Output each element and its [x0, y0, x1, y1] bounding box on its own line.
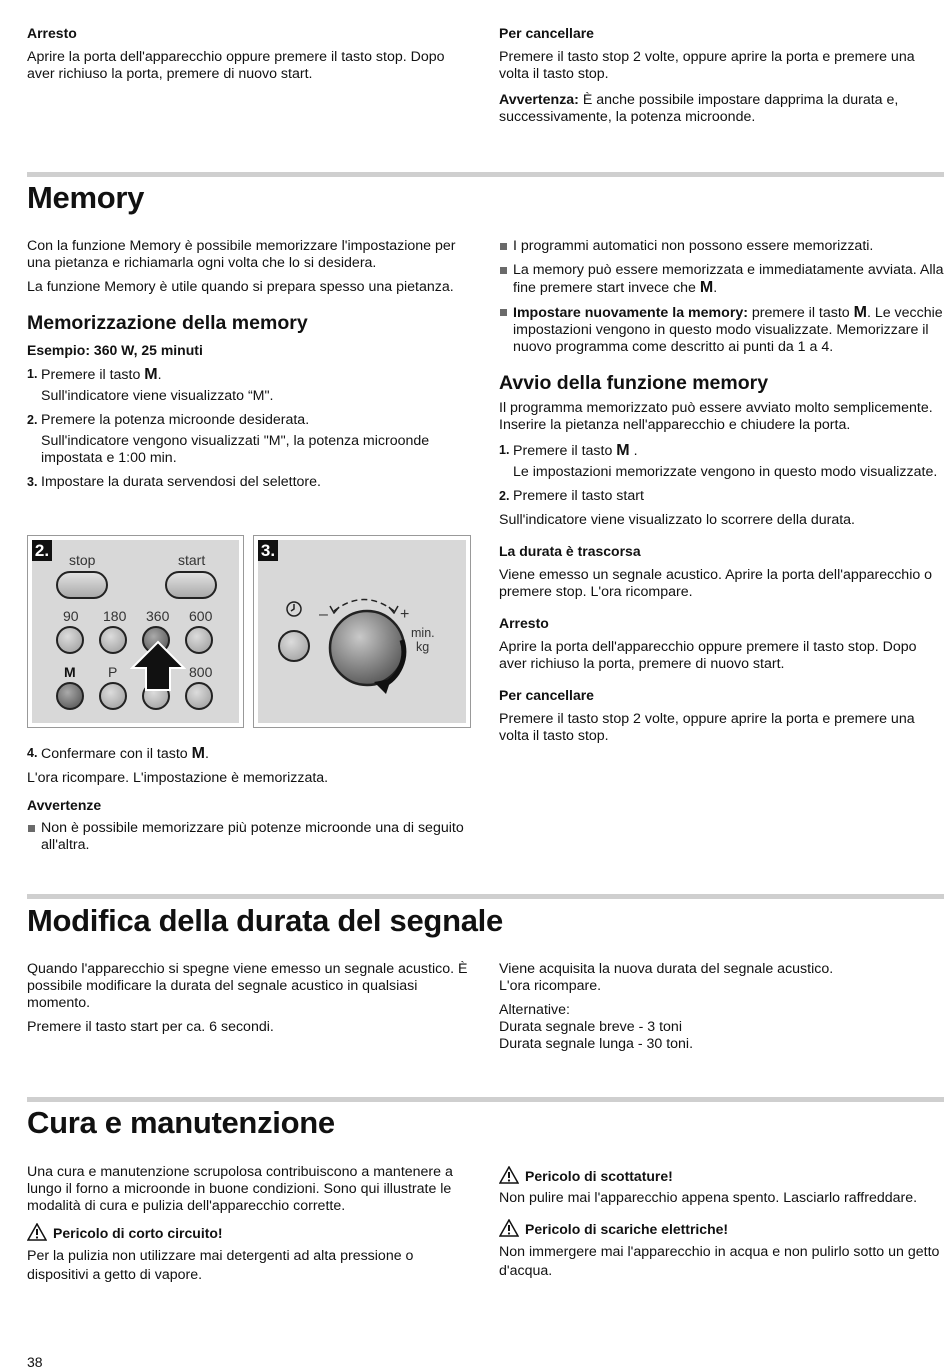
- power-800-button: [185, 682, 213, 710]
- example-label: Esempio: 360 W, 25 minuti: [27, 342, 203, 358]
- avvertenze-heading: Avvertenze: [27, 797, 102, 813]
- power-90-button: [56, 626, 84, 654]
- step-text: Premere il tasto: [41, 367, 145, 383]
- selector-figure: [253, 535, 471, 728]
- step-3: [27, 474, 472, 491]
- cura-title: Cura e manutenzione: [27, 1105, 335, 1140]
- warning-heading: Pericolo di corto circuito!: [53, 1225, 223, 1241]
- step-number: 1.: [27, 367, 38, 381]
- step-text-end: .: [157, 367, 162, 383]
- warning-icon: [499, 1219, 519, 1237]
- cura-intro: Una cura e manutenzione scrupolosa contribuiscono a mantenere a lungo il forno a microonde in buone condizioni. Sono qui illustrate le modalità di cura e pulizia dell'apparecchio corrette.: [27, 1164, 453, 1214]
- segnale-right: [499, 961, 944, 1053]
- clock-button: [278, 630, 310, 662]
- avvio-result: Sull'indicatore viene visualizzato lo scorrere della durata.: [499, 512, 856, 528]
- warning-scariche: [499, 1219, 944, 1238]
- step-4: [27, 745, 472, 763]
- page-number: 38: [27, 1354, 43, 1370]
- step-text: Premere il tasto: [513, 443, 617, 459]
- power-800-label: 800: [189, 664, 213, 680]
- avvio-step-1: [499, 442, 944, 481]
- cancellare-heading: Per cancellare: [499, 25, 594, 41]
- step-text: Impostare la durata servendosi del selettore.: [41, 474, 321, 490]
- segnale-right-2b: Durata segnale breve - 3 toni: [499, 1019, 682, 1035]
- segnale-left: [27, 961, 472, 1036]
- bullet-text: premere il tasto: [747, 305, 854, 321]
- section-rule: [27, 894, 944, 899]
- figure-number: 3.: [258, 540, 278, 561]
- top-right-block: [499, 25, 944, 126]
- section-rule: [27, 172, 944, 177]
- cancellare-text: Premere il tasto stop 2 volte, oppure aprire la porta e premere una volta il tasto stop.: [499, 49, 915, 82]
- power-360-label: 360: [146, 608, 170, 624]
- warning-scottature: [499, 1166, 944, 1185]
- avvertenza-text: È anche possibile impostare dapprima la durata e, successivamente, la potenza microonde.: [499, 92, 899, 125]
- arresto-text: Aprire la porta dell'apparecchio oppure premere il tasto stop. Dopo aver richiuso la porta, premere di nuovo start.: [499, 639, 917, 672]
- warning-text: Non immergere mai l'apparecchio in acqua e non pulirlo sotto un getto d'acqua.: [499, 1244, 940, 1279]
- rotary-selector-knob: [324, 606, 414, 696]
- plus-label: +: [400, 606, 410, 623]
- cancellare-text: Premere il tasto stop 2 volte, oppure aprire la porta e premere una volta il tasto stop.: [499, 711, 915, 744]
- step-text: Premere il tasto start: [513, 488, 644, 504]
- keypad-figure: [27, 535, 244, 728]
- bullet-text-end: . Le vecchie impostazioni vengono in questo modo visualizzate. Memorizzare il nuovo programma come descritto ai punti da 1 a 4.: [513, 305, 943, 355]
- program-p-button: [99, 682, 127, 710]
- power-90-label: 90: [63, 608, 79, 624]
- kg-label: kg: [416, 640, 430, 654]
- segnale-right-2c: Durata segnale lunga - 30 toni.: [499, 1036, 694, 1052]
- memory-note-bullet: I programmi automatici non possono essere memorizzati.: [499, 238, 944, 255]
- durata-heading: La durata è trascorsa: [499, 543, 641, 559]
- clock-icon: [285, 600, 303, 618]
- segnale-right-1a: Viene acquisita la nuova durata del segnale acustico.: [499, 961, 834, 977]
- cancellare-heading: Per cancellare: [499, 687, 594, 703]
- m-key-label: M: [144, 366, 158, 383]
- avvertenza-note: [499, 92, 944, 126]
- warning-text: Per la pulizia non utilizzare mai detergenti ad alta pressione o dispositivi a getto di vapore.: [27, 1248, 414, 1283]
- m-key-label: M: [191, 745, 205, 762]
- m-key-label: M: [64, 664, 76, 680]
- step-2: [27, 412, 472, 467]
- step-text-end: .: [204, 746, 209, 762]
- step-number: 1.: [499, 443, 510, 457]
- segnale-text-2: Premere il tasto start per ca. 6 secondi.: [27, 1019, 274, 1035]
- cura-left: [27, 1164, 472, 1285]
- m-key-label: M: [853, 304, 867, 321]
- p-key-label: P: [108, 664, 118, 680]
- memory-m-button: [56, 682, 84, 710]
- step-text: Premere la potenza microonde desiderata.: [41, 412, 310, 428]
- start-button: [165, 571, 217, 599]
- step-text: Confermare con il tasto: [41, 746, 192, 762]
- avvertenza-label: Avvertenza:: [499, 92, 579, 108]
- memory-note-bullet: [499, 262, 944, 297]
- memory-left-column: [27, 238, 472, 491]
- step-1: [27, 366, 472, 405]
- segnale-right-1b: L'ora ricompare.: [499, 978, 602, 994]
- avvio-step-2: [499, 488, 944, 505]
- step-2-result: Sull'indicatore vengono visualizzati "M", la potenza microonde impostata e 1:00 min.: [41, 433, 430, 466]
- top-left-block: [27, 25, 472, 83]
- memory-note-bullet: [499, 304, 944, 356]
- power-600-label: 600: [189, 608, 213, 624]
- warning-icon: [27, 1223, 47, 1241]
- step-4-result: L'ora ricompare. L'impostazione è memorizzata.: [27, 770, 329, 786]
- durata-text: Viene emesso un segnale acustico. Aprire la porta dell'apparecchio o premere stop. L'ora ricompare.: [499, 567, 933, 600]
- warning-icon: [499, 1166, 519, 1184]
- arresto-heading: Arresto: [499, 615, 549, 631]
- memory-intro-1: Con la funzione Memory è possibile memorizzare l'impostazione per una pietanza e richiamarla ogni volta che lo si desidera.: [27, 238, 456, 271]
- arresto-text: Aprire la porta dell'apparecchio oppure premere il tasto stop. Dopo aver richiuso la porta, premere di nuovo start.: [27, 49, 445, 82]
- bullet-text: La memory può essere memorizzata e immediatamente avviata. Alla fine premere start invece che: [513, 262, 944, 296]
- bullet-text-end: .: [713, 280, 718, 296]
- step-number: 4.: [27, 746, 38, 760]
- avvertenze-bullet: Non è possibile memorizzare più potenze microonde una di seguito all'altra.: [27, 820, 472, 854]
- memory-title: Memory: [27, 180, 145, 215]
- memory-intro-2: La funzione Memory è utile quando si prepara spesso una pietanza.: [27, 279, 454, 295]
- segnale-right-2a: Alternative:: [499, 1002, 570, 1018]
- step-number: 2.: [499, 489, 510, 503]
- warning-heading: Pericolo di scariche elettriche!: [525, 1221, 729, 1237]
- cura-right: [499, 1166, 944, 1281]
- minus-label: –: [319, 606, 328, 623]
- stop-button: [56, 571, 108, 599]
- segnale-title: Modifica della durata del segnale: [27, 903, 503, 938]
- section-rule: [27, 1097, 944, 1102]
- arresto-heading: Arresto: [27, 25, 77, 41]
- avvio-step-1-result: Le impostazioni memorizzate vengono in questo modo visualizzate.: [513, 464, 938, 480]
- warning-corto-circuito: [27, 1223, 472, 1242]
- arrow-up-icon: [130, 640, 186, 692]
- step-number: 3.: [27, 475, 38, 489]
- memorizzazione-heading: Memorizzazione della memory: [27, 312, 308, 334]
- avvio-text: Il programma memorizzato può essere avviato molto semplicemente. Inserire la pietanza nell'apparecchio e chiudere la porta.: [499, 400, 933, 433]
- stop-label: stop: [69, 552, 96, 568]
- min-label: min.: [411, 626, 435, 640]
- m-key-label: M: [616, 442, 630, 459]
- m-key-label: M: [699, 279, 714, 296]
- warning-text: Non pulire mai l'apparecchio appena spento. Lasciarlo raffreddare.: [499, 1190, 918, 1206]
- segnale-text-1: Quando l'apparecchio si spegne viene emesso un segnale acustico. È possibile modificare la durata del segnale acustico in qualsiasi momento.: [27, 961, 468, 1011]
- step-1-result: Sull'indicatore viene visualizzato “M".: [41, 388, 274, 404]
- step-number: 2.: [27, 413, 38, 427]
- step-text-end: .: [629, 443, 638, 459]
- avvio-heading: Avvio della funzione memory: [499, 372, 769, 394]
- warning-heading: Pericolo di scottature!: [525, 1168, 673, 1184]
- memory-right-column: [499, 238, 944, 745]
- bullet-bold-lead: Impostare nuovamente la memory:: [513, 305, 748, 321]
- power-180-button: [99, 626, 127, 654]
- power-600-button: [185, 626, 213, 654]
- power-180-label: 180: [103, 608, 127, 624]
- start-label: start: [178, 552, 206, 568]
- memory-left-lower: [27, 745, 472, 854]
- figure-number: 2.: [32, 540, 52, 561]
